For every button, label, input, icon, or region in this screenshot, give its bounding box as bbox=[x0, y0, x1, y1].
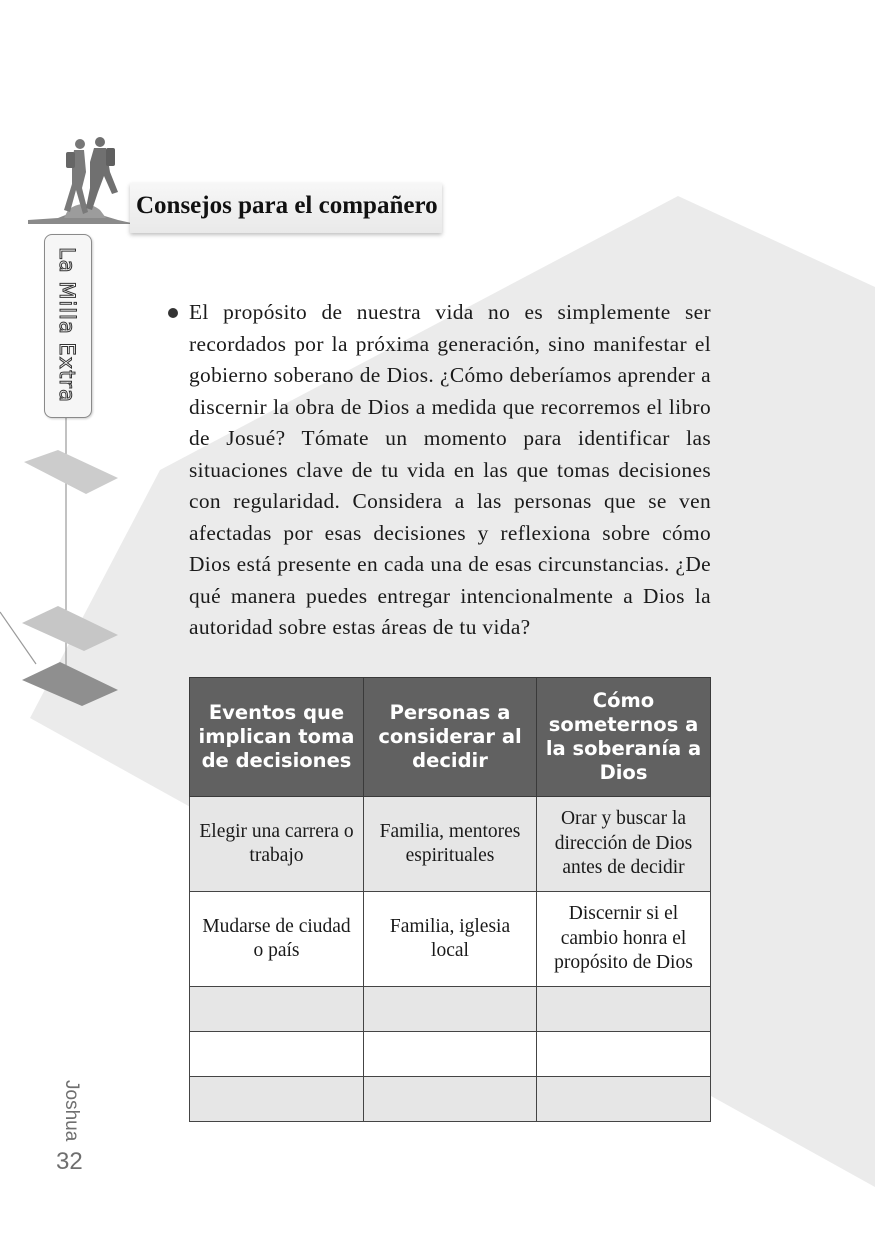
section-title: Consejos para el compañero bbox=[136, 192, 438, 219]
decisions-table bbox=[189, 677, 711, 1122]
table-cell bbox=[364, 1032, 537, 1077]
table-row-empty bbox=[190, 1032, 711, 1077]
table-row bbox=[190, 892, 711, 987]
table-header-cell: Cómo someternos a la soberanía a Dios bbox=[537, 678, 711, 797]
table-cell bbox=[537, 1077, 711, 1122]
page-number: 32 bbox=[56, 1148, 83, 1175]
table-header-cell: Eventos que implican toma de decisiones bbox=[190, 678, 364, 797]
table-cell bbox=[537, 1032, 711, 1077]
table-row bbox=[190, 797, 711, 892]
table-cell bbox=[190, 1077, 364, 1122]
table-row-empty bbox=[190, 987, 711, 1032]
table-cell: Elegir una carrera o trabajo bbox=[190, 797, 364, 892]
body-paragraph: El propósito de nuestra vida no es simplemente ser recordados por la próxima generación, sino manifestar el gobierno soberano de Dios. ¿Cómo deberíamos aprender a discernir la obra de Dios a medida que recorremos el libro de Josué? Tómate un momento para identificar las situaciones clave de tu vida en las que tomas decisiones con regularidad. Considera a las personas que se ven afectadas por esas decisiones y reflexiona sobre cómo Dios está presente en cada una de esas circunstancias. ¿De qué manera puedes entregar intencionalmente a Dios la autoridad sobre estas áreas de tu vida? bbox=[189, 300, 711, 639]
table-cell: Familia, mentores espirituales bbox=[364, 797, 537, 892]
table-cell: Mudarse de ciudad o país bbox=[190, 892, 364, 987]
side-tab-label: La Milla Extra bbox=[55, 247, 79, 403]
table-header-cell: Personas a considerar al decidir bbox=[364, 678, 537, 797]
footer-book-name: Joshua bbox=[61, 1080, 82, 1142]
bullet-point bbox=[168, 308, 178, 318]
table-cell bbox=[537, 987, 711, 1032]
table-cell bbox=[190, 987, 364, 1032]
table-cell bbox=[190, 1032, 364, 1077]
table-cell: Discernir si el cambio honra el propósito de Dios bbox=[537, 892, 711, 987]
hikers-illustration bbox=[28, 132, 136, 232]
table-cell: Orar y buscar la dirección de Dios antes de decidir bbox=[537, 797, 711, 892]
table-header-row bbox=[190, 678, 711, 797]
table-row-empty bbox=[190, 1077, 711, 1122]
table-cell: Familia, iglesia local bbox=[364, 892, 537, 987]
table-cell bbox=[364, 1077, 537, 1122]
step-tile-1 bbox=[24, 450, 118, 494]
table-cell bbox=[364, 987, 537, 1032]
